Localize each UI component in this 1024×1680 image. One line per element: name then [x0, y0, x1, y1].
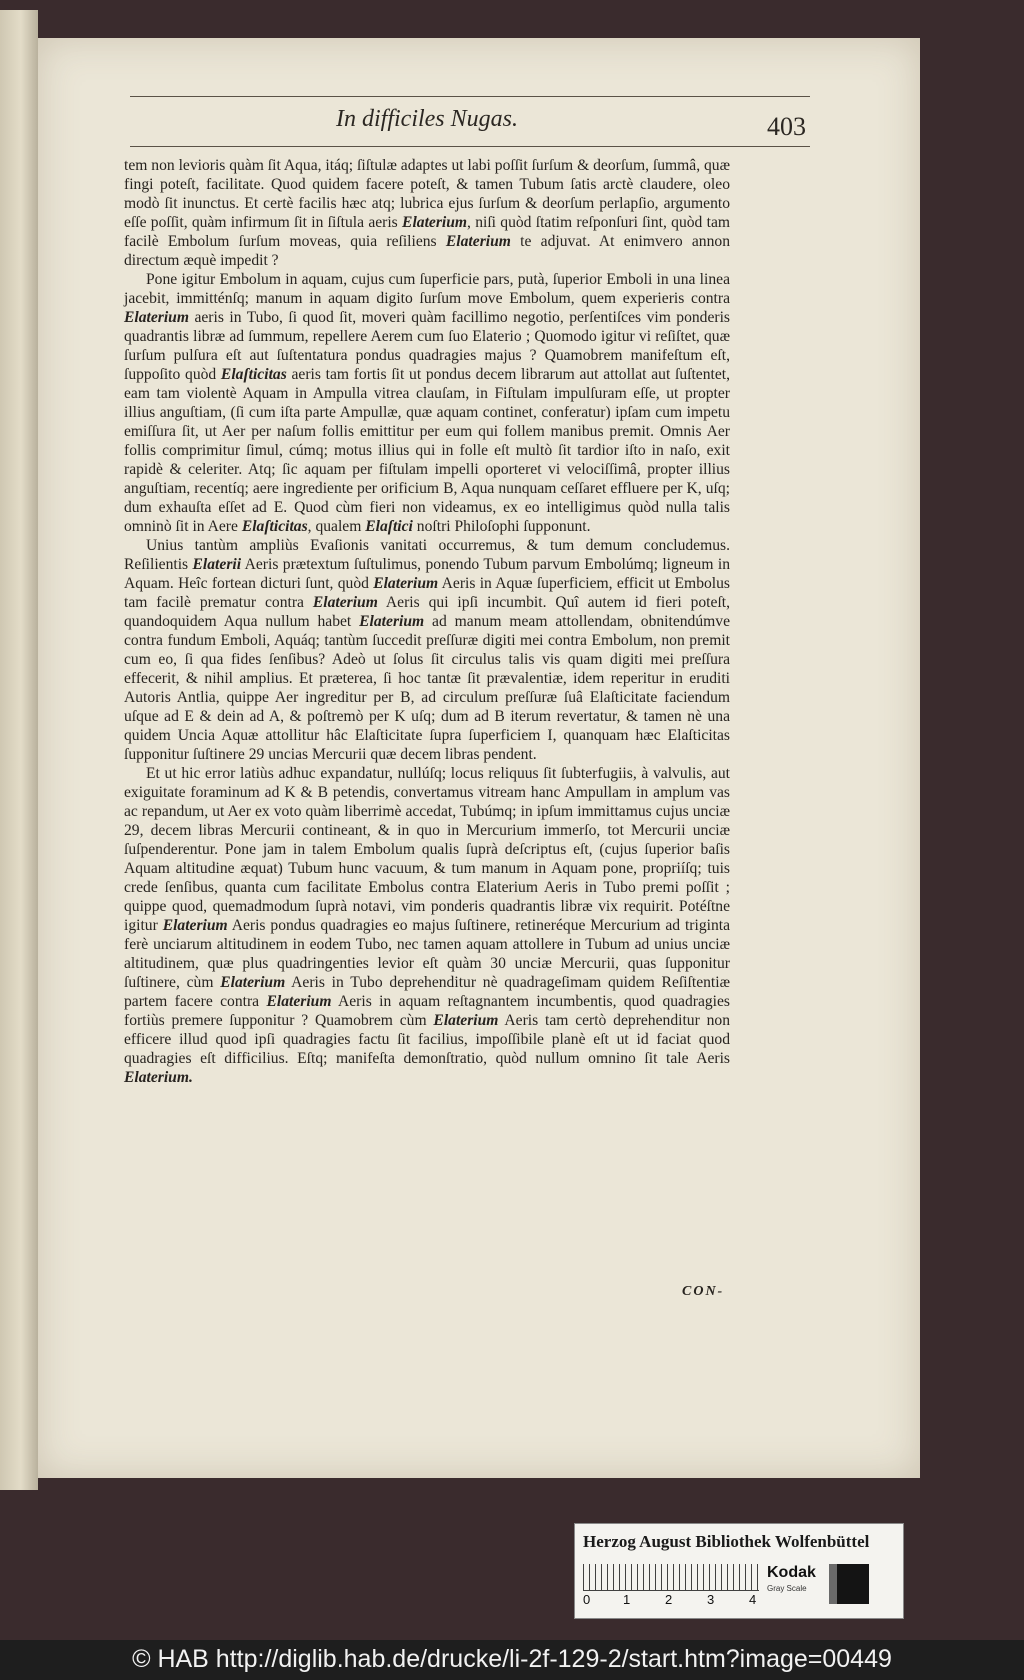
text-run: te adjuvat. At enimvero annon directum æquè impedit ? [124, 233, 730, 269]
library-stamp [574, 1523, 904, 1619]
text-run: noſtri Philoſophi ſupponunt. [412, 518, 591, 535]
library-name: Herzog August Bibliothek Wolfenbüttel [583, 1532, 870, 1551]
facing-page-edge [0, 10, 38, 1490]
body-text [124, 156, 730, 1087]
header-rule-top [130, 96, 810, 97]
paragraph [124, 156, 730, 270]
emphasized-term: Elaterium [220, 974, 286, 991]
text-run: Aeris qui ipſi incumbit. Quî autem id fieri poteſt, quandoquidem Aqua nullum habet [124, 594, 731, 630]
ruler-number: 4 [749, 1592, 757, 1607]
emphasized-term: Elaterium [373, 575, 439, 592]
text-run: Aeris in aquam reſtagnantem incumbentis, quod quadragies fortiùs premere ſupponitur ? Quamobrem cùm [124, 993, 730, 1029]
text-run: Unius tantùm ampliùs Evaſionis vanitati occurremus, & tum demum concludemus. Reſilientis [124, 537, 730, 573]
header-rule-bottom [130, 146, 810, 147]
paragraph [124, 536, 730, 764]
gray-scale-patch [829, 1564, 869, 1604]
ruler-number: 0 [583, 1592, 591, 1607]
text-run: Aeris in Tubo deprehenditur nè quadrageſimam quidem Reſiſtentiæ partem facere contra [124, 974, 730, 1010]
running-head [130, 104, 810, 142]
emphasized-term: Elaſticitas [241, 518, 308, 535]
emphasized-term: Elaterii [192, 556, 242, 573]
emphasized-term: Elaterium [445, 233, 511, 250]
text-run: Aeris tam certò deprehenditur non efficere illud quod ipſi quadragies factu ſit facilius, impoſſibile planè eſt ut id faciat quod quadragies eſt difficilius. Eſtq; manifeſta demonſtratio, quòd nullum omnino ſit tale Aeris [124, 1012, 730, 1067]
text-run: Aeris in Aquæ ſuperficiem, efficit ut Embolus tam facilè prematur contra [124, 575, 730, 611]
ruler-number: 2 [665, 1592, 673, 1607]
emphasized-term: Elaſticitas [220, 366, 287, 383]
text-run: Aeris prætextum ſuſtulimus, ponendo Tubum parvum Embolúmq; ligneum in Aquam. Heîc fortean dicturi ſunt, quòd [124, 556, 730, 592]
gray-scale-label: Gray Scale [767, 1584, 807, 1593]
text-run: ad manum meam attollendam, obnitendúmve contra fundum Emboli, Aquáq; tantùm ſuccedit preſſuræ digiti mei contra Embolum, non premit cum eo, ſi qua fides ſenſibus? Adeò ut ſolus ſit circulus talis vis quam digiti mei preſſura effecerit, & nihil amplius. Et præterea, ſi hoc tantæ ſit prævalentiæ, idem reperitur in eruditi Autoris Antlia, quippe Aer ingreditur per B, ad circulum preſſuræ ſuâ Elaſticitate faciendum uſque ad E & dein ad A, & poſtremò per K uſq; dum ad B iterum revertatur, & tamen nè una quidem Uncia Aquæ attollitur hâc Elaſticitate ſupra ſuperficiem I, quanquam hæc Elaſticitas ſupponitur ſuſtinere 29 uncias Mercurii quæ decem libras pendent. [124, 613, 730, 763]
emphasized-term: Elaterium [433, 1012, 499, 1029]
emphasized-term: Elaterium [162, 917, 228, 934]
emphasized-term: Elaterium [124, 309, 189, 326]
text-run: , niſi quòd ſtatim reſponſuri ſint, quòd tam facilè Embolum ſurſum moveas, quia reſiliens [124, 214, 730, 250]
text-run: tem non levioris quàm ſit Aqua, itáq; ſiſtulæ adaptes ut labi poſſit ſurſum & deorſum, ſummâ, quæ fingi poteſt, facilitate. Quod quidem facere poteſt, & tamen Tubum ſatis arctè claudere, oleo modò ſit inunctus. Et certè facilis hæc atq; lubrica ejus ſurſum & deorſum perlapſio, argumento eſſe poſſit, quàm infirmum ſit in ſiſtula aeris [124, 157, 730, 231]
text-run: Et ut hic error latiùs adhuc expandatur, nullúſq; locus reliquus ſit ſubterfugiis, à valvulis, aut exiguitate foraminum ad K & B petendis, convertamus vitream hanc Ampullam in amplum vas ac repandum, ut Aer ex voto quàm liberrimè accedat, Tubúmq; in ipſum immittamus cujus unciæ 29, decem libras Mercurii contineant, & in quo in Mercurium immerſo, tot Mercurii unciæ ſuſpenderentur. Pone jam in talem Embolum qualis ſuprà deſcriptus eſt, (cujus ſuperior baſis Aquam altitudine æquat) Tubum hunc vacuum, & tum manum in Aquam pone, propriíſq; tuis crede ſenſibus, quanta cum facilitate Embolus contra Elaterium Aeris in Tubo premi poſſit ; quippe quod, quemadmodum ſuprà notavi, vim ponderis quadrantis libræ vix requirit. Potéſtne igitur [124, 765, 730, 934]
catchword: CON- [682, 1284, 725, 1299]
text-run: aeris tam fortis ſit ut pondus decem librarum aut attollat aut ſuſtentet, eam tam violentè Aquam in Ampulla vitrea clauſam, in Fiſtulam impulſuram eſſe, ut propter illius anguſtiam, (ſi cum iſta parte Ampullæ, quæ aquam continet, conferatur) ipſam cum impetu emiſſura ſit, ut Aer per naſum follis emittitur per eum qui follem manibus premit. Omnis Aer follis comprimitur ſimul, cúmq; motus illius qui in folle eſt multò ſit tardior iſto in naſo, exit rapidè & celeriter. Atq; ſic aquam per fiſtulam impelli oporteret vi velociſſimâ, propter illius anguſtiam, recentíq; aere ingrediente per orificium B, Aqua nunquam ceſſaret effluere per K, uſq; dum exhauſta eſſet ad E. Quod cùm fieri non videamus, ex eo intelligimus quòd nulla talis omninò ſit in Aere [124, 366, 730, 535]
paragraph [124, 764, 730, 1087]
text-run: Pone igitur Embolum in aquam, cujus cum ſuperficie pars, putà, ſuperior Emboli in una linea jacebit, immitténſq; manum in aquam digito ſurſum move Embolum, quem experieris contra [124, 271, 730, 307]
emphasized-term: Elaterium [312, 594, 378, 611]
scale-ruler [583, 1564, 759, 1591]
text-run: aeris in Tubo, ſi quod ſit, moveri quàm facillimo negotio, perſentiſces vim ponderis quadrantis libræ ad ſummum, repellere Aerem cum ſuo Elaterio ; Quomodo igitur vi reſiſtet, quæ ſurſum pulſura eſt aut ſuſtentatura pondus quadragies majus ? Quamobrem manifeſtum eſt, ſuppoſito quòd [124, 309, 730, 383]
paragraph [124, 270, 730, 536]
emphasized-term: Elaterium. [124, 1069, 193, 1086]
running-title: In difficiles Nugas. [336, 106, 518, 132]
ruler-number: 1 [623, 1592, 631, 1607]
footer-credit: © HAB http://diglib.hab.de/drucke/li-2f-129-2/start.htm?image=00449 [132, 1645, 892, 1673]
emphasized-term: Elaterium [402, 214, 468, 231]
text-run: , qualem [307, 518, 366, 535]
emphasized-term: Elaterium [266, 993, 332, 1010]
kodak-logo: Kodak [767, 1564, 816, 1581]
emphasized-term: Elaterium [359, 613, 425, 630]
text-run: Aeris pondus quadragies eo majus ſuſtinere, retineréque Mercurium ad triginta ferè unciarum altitudinem in eodem Tubo, nec tamen aquam attollere in Tubum ad unius unciæ altitudinem, quæ plus quadringenties levior eſt quàm 30 unciæ Mercurii, quas ſupponitur ſuſtinere, cùm [124, 917, 730, 991]
emphasized-term: Elaſtici [365, 518, 413, 535]
ruler-number: 3 [707, 1592, 715, 1607]
page-number: 403 [767, 112, 806, 141]
